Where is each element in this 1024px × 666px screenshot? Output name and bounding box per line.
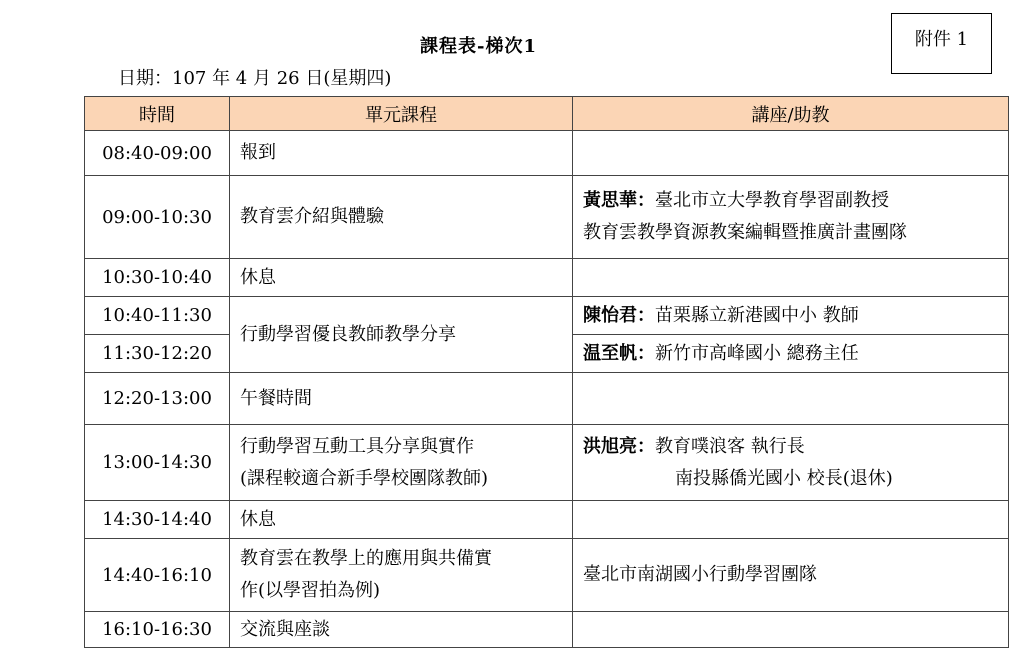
- speaker-cell: [573, 425, 1009, 501]
- speaker-cell: [573, 373, 1009, 425]
- speaker-line: [583, 185, 1008, 217]
- speaker-cell: [573, 612, 1009, 648]
- speaker-cell: [573, 259, 1009, 297]
- table-row: [85, 131, 1009, 176]
- unit-cell: [230, 425, 573, 501]
- speaker-cell: [573, 501, 1009, 539]
- speaker-line: [583, 217, 1008, 249]
- speaker-title: 新竹市高峰國小 總務主任: [655, 342, 859, 364]
- unit-cell: [230, 373, 573, 425]
- unit-cell: [230, 501, 573, 539]
- speaker-line: [583, 300, 1008, 332]
- unit-text: (課程較適合新手學校團隊教師): [240, 467, 489, 489]
- time-cell: 10:40-11:30: [85, 297, 230, 335]
- table-row: [85, 297, 1009, 335]
- unit-text: 教育雲介紹與體驗: [240, 206, 384, 227]
- page-title: 課程表-梯次1: [420, 36, 537, 57]
- time-cell: 09:00-10:30: [85, 176, 230, 259]
- speaker-title: 南投縣僑光國小 校長(退休): [675, 467, 893, 489]
- unit-cell: [230, 297, 573, 373]
- speaker-cell: [573, 131, 1009, 176]
- time-cell: 16:10-16:30: [85, 612, 230, 648]
- column-header-unit: 單元課程: [230, 97, 573, 131]
- unit-cell: [230, 612, 573, 648]
- time-cell: 14:30-14:40: [85, 501, 230, 539]
- unit-text: 休息: [240, 266, 276, 288]
- unit-cell: [230, 539, 573, 612]
- speaker-cell: [573, 297, 1009, 335]
- speaker-line: [583, 559, 1008, 591]
- time-cell: 08:40-09:00: [85, 131, 230, 176]
- speaker-name: 温至帆：: [583, 342, 655, 364]
- column-header-time: 時間: [85, 97, 230, 131]
- speaker-title: 臺北市立大學教育學習副教授: [655, 190, 889, 211]
- unit-text: 行動學習互動工具分享與實作: [240, 435, 474, 457]
- column-header-speaker: 講座/助教: [573, 97, 1009, 131]
- time-cell: 13:00-14:30: [85, 425, 230, 501]
- attachment-box: [891, 13, 992, 74]
- unit-cell: [230, 131, 573, 176]
- speaker-title: 臺北市南湖國小行動學習團隊: [583, 564, 817, 585]
- unit-text: 午餐時間: [240, 387, 312, 409]
- speaker-title: 教育噗浪客 執行長: [655, 435, 805, 457]
- unit-text: 休息: [240, 508, 276, 530]
- table-row: [85, 425, 1009, 501]
- speaker-cell: [573, 335, 1009, 373]
- speaker-name: 陳怡君：: [583, 304, 655, 326]
- unit-cell: [230, 259, 573, 297]
- unit-text: 作(以學習拍為例): [240, 580, 381, 601]
- time-cell: 14:40-16:10: [85, 539, 230, 612]
- unit-text: 行動學習優良教師教學分享: [240, 323, 456, 345]
- speaker-cell: [573, 176, 1009, 259]
- table-row: [85, 501, 1009, 539]
- table-row: [85, 612, 1009, 648]
- time-cell: 11:30-12:20: [85, 335, 230, 373]
- speaker-name: 洪旭亮：: [583, 435, 655, 457]
- speaker-line: [583, 463, 1008, 495]
- table-header-row: [85, 97, 1009, 131]
- unit-text: 教育雲在教學上的應用與共備實: [240, 548, 492, 569]
- attachment-label: 附件 1: [914, 29, 969, 50]
- table-row: [85, 373, 1009, 425]
- speaker-title: 教育雲教學資源教案編輯暨推廣計畫團隊: [583, 222, 907, 243]
- speaker-line: [583, 431, 1008, 463]
- unit-cell: [230, 176, 573, 259]
- event-date: 日期：107 年 4 月 26 日(星期四): [118, 68, 392, 89]
- schedule-table: [84, 96, 1009, 648]
- table-row: [85, 176, 1009, 259]
- table-row: [85, 539, 1009, 612]
- speaker-cell: [573, 539, 1009, 612]
- speaker-name: 黃思華：: [583, 190, 655, 211]
- table-row: [85, 259, 1009, 297]
- speaker-title: 苗栗縣立新港國中小 教師: [655, 304, 859, 326]
- time-cell: 10:30-10:40: [85, 259, 230, 297]
- unit-text: 交流與座談: [240, 618, 330, 640]
- speaker-line: [583, 338, 1008, 370]
- unit-text: 報到: [240, 142, 276, 163]
- time-cell: 12:20-13:00: [85, 373, 230, 425]
